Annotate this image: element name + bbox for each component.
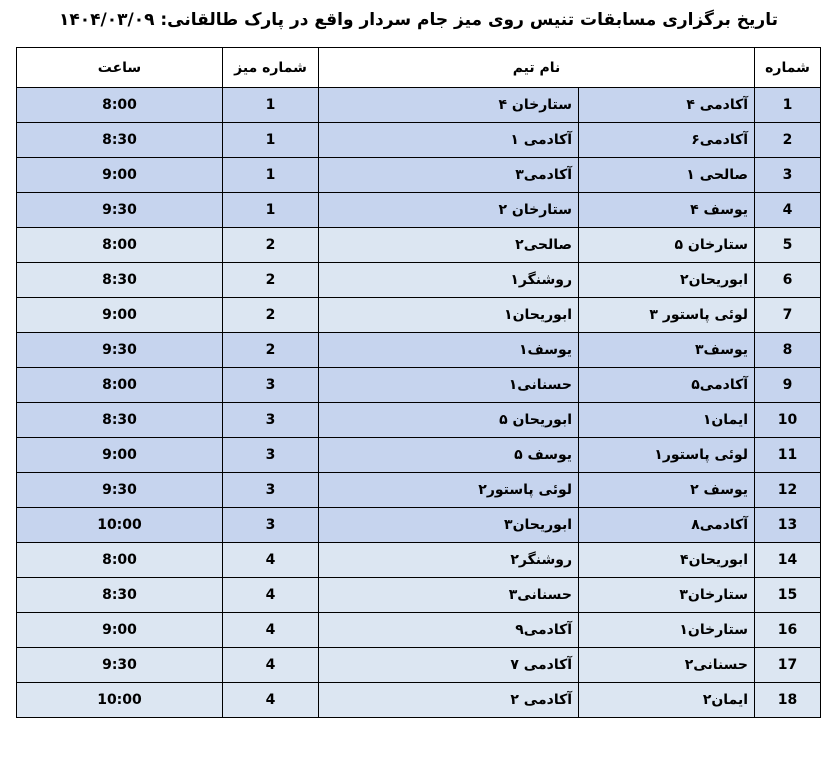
team-b: آکادمی ۲ bbox=[319, 683, 579, 718]
row-number: 11 bbox=[755, 438, 821, 473]
match-time: 9:00 bbox=[17, 158, 223, 193]
row-number: 17 bbox=[755, 648, 821, 683]
table-number: 4 bbox=[223, 648, 319, 683]
table-number: 2 bbox=[223, 228, 319, 263]
table-number: 1 bbox=[223, 158, 319, 193]
table-row bbox=[17, 543, 821, 578]
match-time: 8:30 bbox=[17, 578, 223, 613]
match-time: 9:30 bbox=[17, 193, 223, 228]
team-a: لوئی پاستور ۳ bbox=[579, 298, 755, 333]
team-b: ستارخان ۴ bbox=[319, 88, 579, 123]
team-a: یوسف۳ bbox=[579, 333, 755, 368]
row-number: 12 bbox=[755, 473, 821, 508]
table-number: 1 bbox=[223, 193, 319, 228]
row-number: 5 bbox=[755, 228, 821, 263]
team-b: ابوریحان ۵ bbox=[319, 403, 579, 438]
header-number: شماره bbox=[755, 48, 821, 88]
row-number: 10 bbox=[755, 403, 821, 438]
row-number: 2 bbox=[755, 123, 821, 158]
team-a: یوسف ۲ bbox=[579, 473, 755, 508]
team-b: روشنگر۱ bbox=[319, 263, 579, 298]
match-time: 9:30 bbox=[17, 648, 223, 683]
match-time: 10:00 bbox=[17, 508, 223, 543]
header-row bbox=[17, 48, 821, 88]
schedule-table bbox=[16, 47, 821, 718]
table-number: 2 bbox=[223, 298, 319, 333]
table-row bbox=[17, 228, 821, 263]
team-b: یوسف ۵ bbox=[319, 438, 579, 473]
table-row bbox=[17, 438, 821, 473]
match-time: 8:30 bbox=[17, 263, 223, 298]
table-number: 4 bbox=[223, 683, 319, 718]
team-a: ابوریحان۴ bbox=[579, 543, 755, 578]
team-a: صالحی ۱ bbox=[579, 158, 755, 193]
team-a: ایمان۲ bbox=[579, 683, 755, 718]
team-b: لوئی پاستور۲ bbox=[319, 473, 579, 508]
row-number: 18 bbox=[755, 683, 821, 718]
team-a: ستارخان۱ bbox=[579, 613, 755, 648]
table-number: 3 bbox=[223, 473, 319, 508]
table-row bbox=[17, 263, 821, 298]
row-number: 7 bbox=[755, 298, 821, 333]
team-a: آکادمی۸ bbox=[579, 508, 755, 543]
table-row bbox=[17, 473, 821, 508]
row-number: 1 bbox=[755, 88, 821, 123]
row-number: 6 bbox=[755, 263, 821, 298]
table-row bbox=[17, 333, 821, 368]
team-a: ستارخان۳ bbox=[579, 578, 755, 613]
table-number: 2 bbox=[223, 263, 319, 298]
team-a: آکادمی ۴ bbox=[579, 88, 755, 123]
team-a: ستارخان ۵ bbox=[579, 228, 755, 263]
header-time: ساعت bbox=[17, 48, 223, 88]
team-a: لوئی پاستور۱ bbox=[579, 438, 755, 473]
team-b: یوسف۱ bbox=[319, 333, 579, 368]
team-a: ابوریحان۲ bbox=[579, 263, 755, 298]
table-row bbox=[17, 298, 821, 333]
match-time: 8:00 bbox=[17, 543, 223, 578]
team-b: آکادمی۹ bbox=[319, 613, 579, 648]
table-row bbox=[17, 368, 821, 403]
table-row bbox=[17, 508, 821, 543]
table-row bbox=[17, 193, 821, 228]
team-b: ابوریحان۱ bbox=[319, 298, 579, 333]
team-b: آکادمی۳ bbox=[319, 158, 579, 193]
team-a: ایمان۱ bbox=[579, 403, 755, 438]
match-time: 9:00 bbox=[17, 613, 223, 648]
table-number: 3 bbox=[223, 368, 319, 403]
row-number: 14 bbox=[755, 543, 821, 578]
match-time: 9:30 bbox=[17, 333, 223, 368]
table-number: 3 bbox=[223, 438, 319, 473]
row-number: 4 bbox=[755, 193, 821, 228]
match-time: 8:30 bbox=[17, 123, 223, 158]
row-number: 9 bbox=[755, 368, 821, 403]
table-row bbox=[17, 403, 821, 438]
table-row bbox=[17, 88, 821, 123]
table-row bbox=[17, 123, 821, 158]
match-time: 8:00 bbox=[17, 228, 223, 263]
row-number: 16 bbox=[755, 613, 821, 648]
row-number: 13 bbox=[755, 508, 821, 543]
table-number: 1 bbox=[223, 123, 319, 158]
match-time: 9:30 bbox=[17, 473, 223, 508]
page-title: تاریخ برگزاری مسابقات تنیس روی میز جام سردار واقع در پارک طالقانی: ۱۴۰۴/۰۳/۰۹ bbox=[59, 10, 778, 30]
team-b: صالحی۲ bbox=[319, 228, 579, 263]
table-row bbox=[17, 613, 821, 648]
team-b: آکادمی ۱ bbox=[319, 123, 579, 158]
table-number: 4 bbox=[223, 578, 319, 613]
table-row bbox=[17, 158, 821, 193]
team-b: روشنگر۲ bbox=[319, 543, 579, 578]
team-b: ابوریحان۳ bbox=[319, 508, 579, 543]
team-b: ستارخان ۲ bbox=[319, 193, 579, 228]
table-row bbox=[17, 578, 821, 613]
table-number: 2 bbox=[223, 333, 319, 368]
match-time: 8:00 bbox=[17, 368, 223, 403]
row-number: 3 bbox=[755, 158, 821, 193]
match-time: 9:00 bbox=[17, 298, 223, 333]
row-number: 15 bbox=[755, 578, 821, 613]
table-row bbox=[17, 648, 821, 683]
match-time: 8:00 bbox=[17, 88, 223, 123]
table-number: 3 bbox=[223, 508, 319, 543]
row-number: 8 bbox=[755, 333, 821, 368]
table-number: 4 bbox=[223, 613, 319, 648]
team-a: آکادمی۶ bbox=[579, 123, 755, 158]
team-b: حسنانی۱ bbox=[319, 368, 579, 403]
team-a: یوسف ۴ bbox=[579, 193, 755, 228]
team-b: حسنانی۳ bbox=[319, 578, 579, 613]
team-a: حسنانی۲ bbox=[579, 648, 755, 683]
header-table-number: شماره میز bbox=[223, 48, 319, 88]
table-number: 1 bbox=[223, 88, 319, 123]
match-time: 10:00 bbox=[17, 683, 223, 718]
match-time: 9:00 bbox=[17, 438, 223, 473]
match-time: 8:30 bbox=[17, 403, 223, 438]
table-number: 4 bbox=[223, 543, 319, 578]
team-b: آکادمی ۷ bbox=[319, 648, 579, 683]
header-team-name: نام تیم bbox=[319, 48, 755, 88]
table-number: 3 bbox=[223, 403, 319, 438]
table-row bbox=[17, 683, 821, 718]
team-a: آکادمی۵ bbox=[579, 368, 755, 403]
